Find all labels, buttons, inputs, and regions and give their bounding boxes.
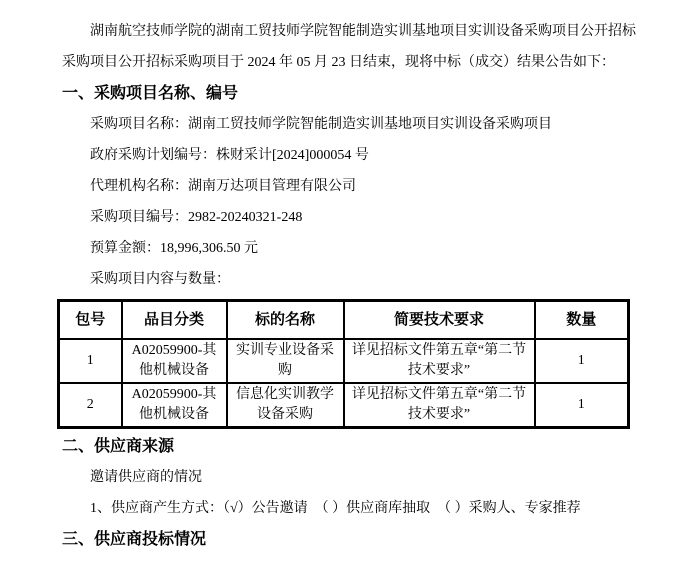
procurement-items-table — [57, 299, 630, 429]
plan-number-line: 政府采购计划编号：株财采计[2024]000054 号 — [90, 148, 369, 163]
header-item-category: 品目分类 — [122, 301, 227, 340]
cell-package-number: 1 — [59, 339, 122, 383]
intro-paragraph: 湖南航空技师学院的湖南工贸技师学院智能制造实训基地项目实训设备采购项目公开招标采购项目公开招标采购项目于 2024 年 05 月 23 日结束，现将中标（成交）结果公告如下： — [62, 24, 636, 70]
invited-suppliers-line: 邀请供应商的情况 — [90, 470, 202, 485]
agency-name-line: 代理机构名称：湖南万达项目管理有限公司 — [90, 179, 356, 194]
header-package-number: 包号 — [59, 301, 122, 340]
content-quantity-line: 采购项目内容与数量： — [90, 272, 230, 287]
supplier-selection-method-line: 1、供应商产生方式：（√）公告邀请 （ ）供应商库抽取 （ ）采购人、专家推荐 — [90, 501, 581, 516]
section-1-heading: 一、采购项目名称、编号 — [62, 85, 239, 102]
budget-amount-line: 预算金额：18,996,306.50 元 — [90, 241, 258, 256]
project-number-line: 采购项目编号：2982-20240321-248 — [90, 210, 303, 225]
table-row — [59, 383, 629, 428]
cell-package-number: 2 — [59, 383, 122, 428]
cell-item-category: A02059900-其他机械设备 — [122, 383, 227, 428]
cell-quantity: 1 — [535, 383, 629, 428]
project-name-line: 采购项目名称：湖南工贸技师学院智能制造实训基地项目实训设备采购项目 — [90, 117, 552, 132]
cell-subject-name: 信息化实训教学设备采购 — [227, 383, 344, 428]
cell-subject-name: 实训专业设备采购 — [227, 339, 344, 383]
cell-item-category: A02059900-其他机械设备 — [122, 339, 227, 383]
cell-technical-requirements: 详见招标文件第五章“第二节 技术要求” — [344, 339, 535, 383]
cell-technical-requirements: 详见招标文件第五章“第二节 技术要求” — [344, 383, 535, 428]
section-2-heading: 二、供应商来源 — [62, 438, 175, 455]
table-header-row — [59, 301, 629, 340]
header-technical-requirements: 简要技术要求 — [344, 301, 535, 340]
header-subject-name: 标的名称 — [227, 301, 344, 340]
cell-quantity: 1 — [535, 339, 629, 383]
table-row — [59, 339, 629, 383]
section-3-heading: 三、供应商投标情况 — [62, 531, 207, 548]
header-quantity: 数量 — [535, 301, 629, 340]
